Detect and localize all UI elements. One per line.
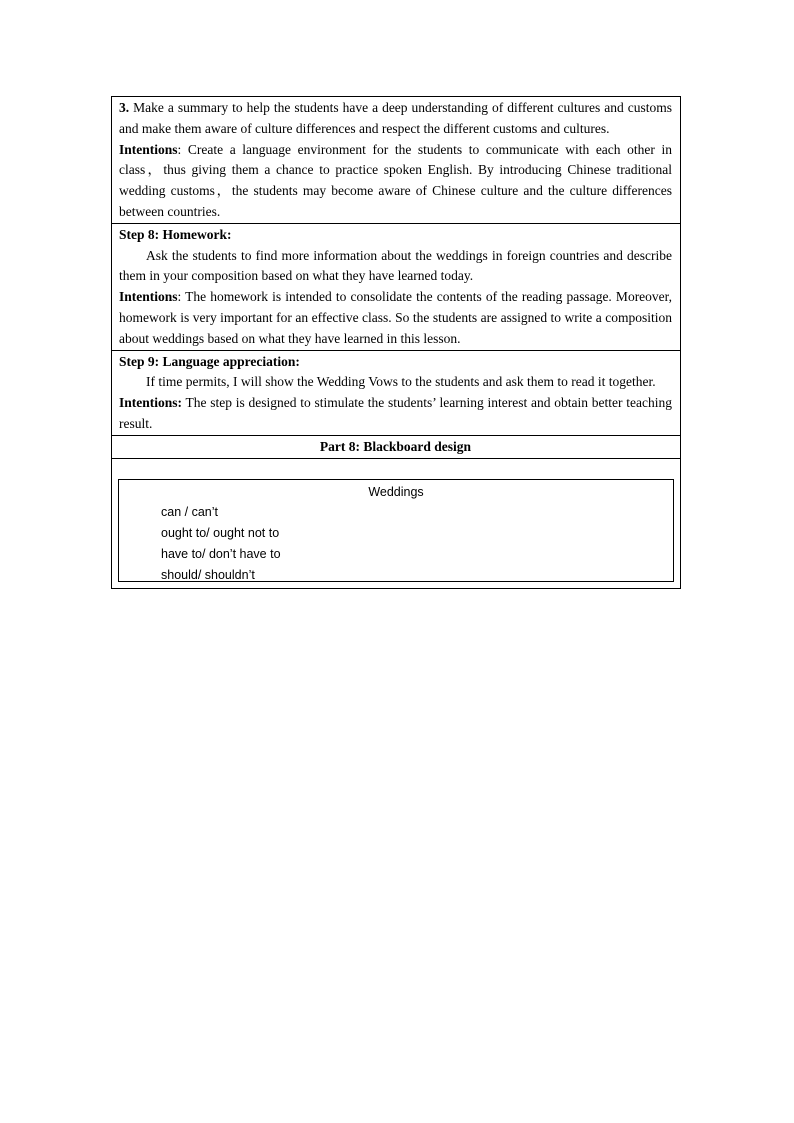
step9-intentions-paragraph xyxy=(119,393,672,435)
step9-cell xyxy=(112,350,681,435)
step9-body: If time permits, I will show the Wedding Vows to the students and ask them to read it together. xyxy=(146,374,656,390)
step9-heading: Step 9: Language appreciation: xyxy=(119,353,300,369)
step7-item3-cell xyxy=(112,97,681,224)
step7-item3-row xyxy=(112,97,681,224)
part8-heading: Part 8: Blackboard design xyxy=(112,435,681,458)
lesson-plan-table xyxy=(111,96,681,589)
step8-intentions-label: Intentions xyxy=(119,289,178,305)
item-number: 3. xyxy=(119,100,130,115)
step9-intentions-text: The step is designed to stimulate the students’ learning interest and obtain better teaching result. xyxy=(119,395,672,431)
step8-body: Ask the students to find more information about the weddings in foreign countries and describe them in your composition based on what they have learned today. xyxy=(119,247,672,284)
summary-text: Make a summary to help the students have a deep understanding of different cultures and customs and make them aware of culture differences and respect the different customs and cultures. xyxy=(119,100,672,136)
summary-paragraph xyxy=(119,98,672,140)
blackboard-title: Weddings xyxy=(368,484,424,499)
intentions-label: Intentions xyxy=(119,141,178,157)
part8-row xyxy=(112,435,681,458)
step8-cell xyxy=(112,223,681,350)
intentions-paragraph xyxy=(119,140,672,223)
blackboard-line: can / can’t xyxy=(161,505,218,520)
step9-row xyxy=(112,350,681,435)
step8-row xyxy=(112,223,681,350)
step8-intentions-text: : The homework is intended to consolidate the contents of the reading passage. Moreover, homework is very important for an effective class. So the students are assigned to write a composition about weddings based on what they have learned in this lesson. xyxy=(119,289,672,346)
step8-intentions-paragraph xyxy=(119,287,672,349)
blackboard-line: should/ shouldn’t xyxy=(161,567,255,582)
blackboard-box xyxy=(118,479,674,582)
intentions-text: : Create a language environment for the students to communicate with each other in class，thus giving them a chance to practice spoken English. By introducing Chinese traditional wedding customs，the students may become aware of Chinese culture and the culture differences between countries. xyxy=(119,141,672,219)
blackboard-row xyxy=(112,458,681,588)
step8-heading: Step 8: Homework: xyxy=(119,226,232,242)
step9-intentions-label: Intentions: xyxy=(119,395,183,411)
blackboard-cell xyxy=(112,458,681,588)
blackboard-line: have to/ don’t have to xyxy=(161,546,281,561)
blackboard-line: ought to/ ought not to xyxy=(161,526,280,541)
